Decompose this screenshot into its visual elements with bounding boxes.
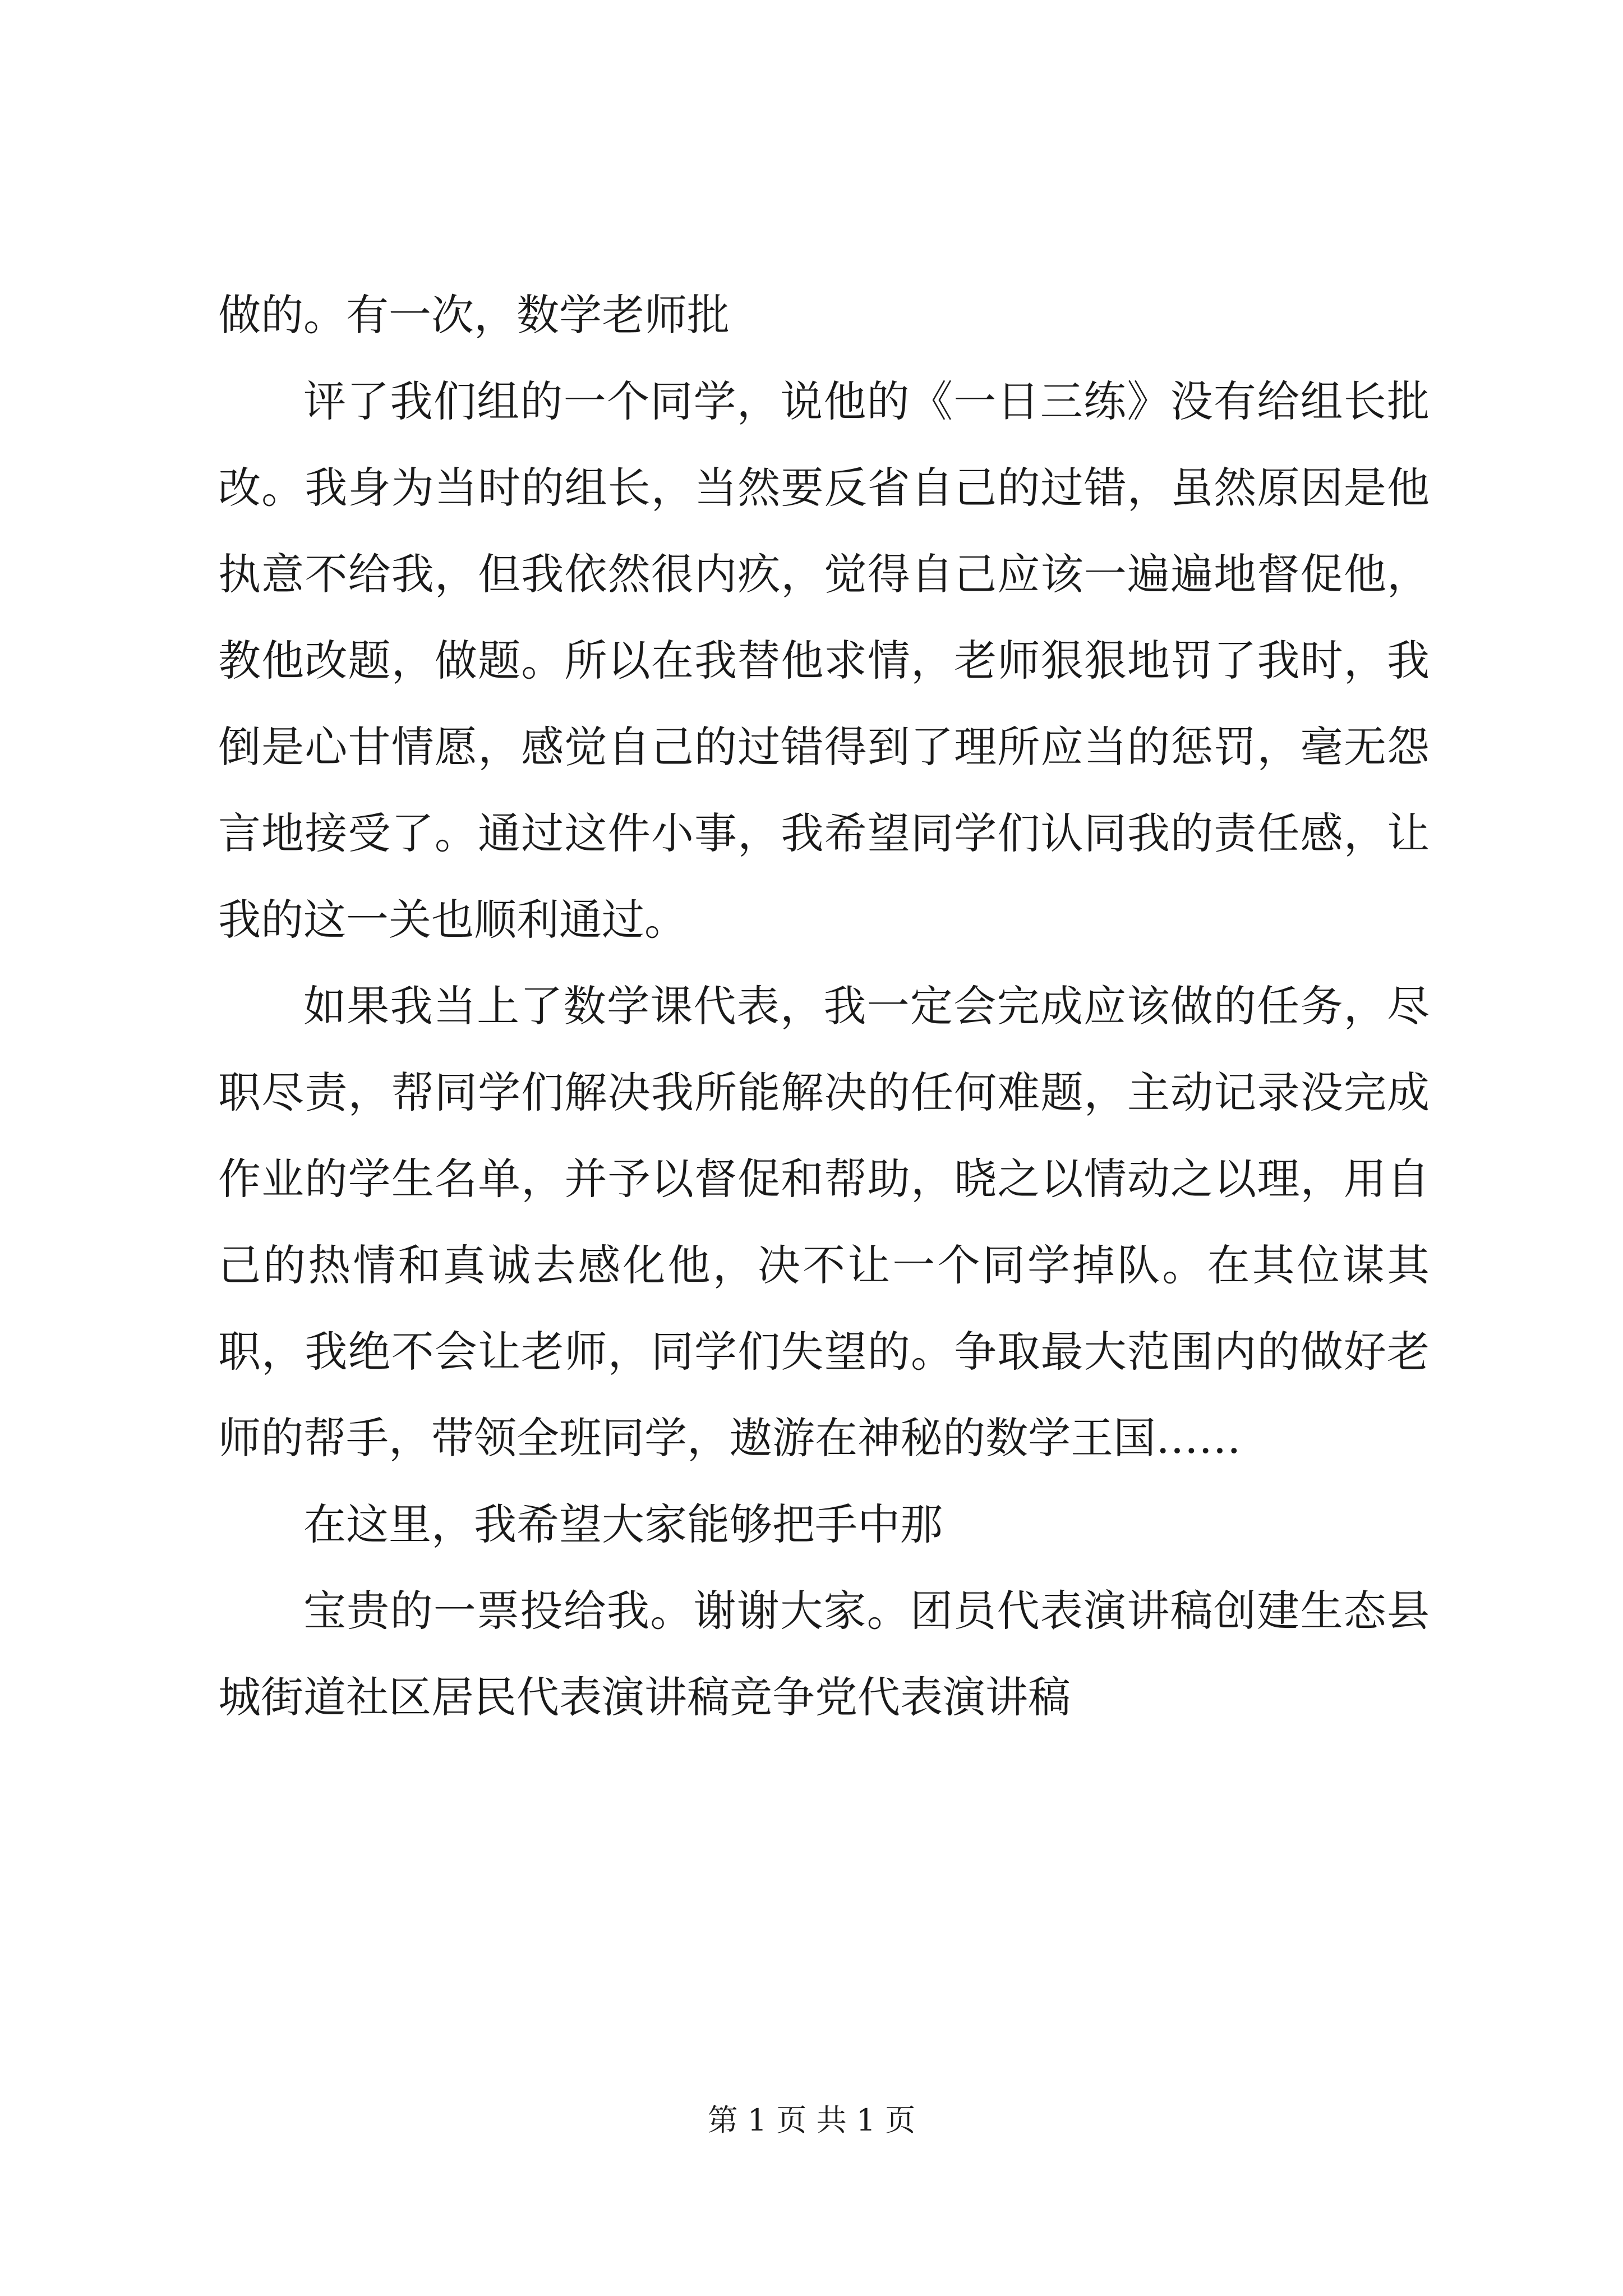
- paragraph-3: 如果我当上了数学课代表，我一定会完成应该做的任务，尽职尽责，帮同学们解决我所能解决的任何难题，主动记录没完成作业的学生名单，并予以督促和帮助，晓之以情动之以理，用自己的热情和真诚去感化他，决不让一个同学掉队。在其位谋其职，我绝不会让老师，同学们失望的。争取最大范围内的做好老师的帮手，带领全班同学，遨游在神秘的数学王国……: [218, 981, 1430, 1463]
- paragraph-5: 宝贵的一票投给我。谢谢大家。团员代表演讲稿创建生态县城街道社区居民代表演讲稿竞争党代表演讲稿: [218, 1586, 1430, 1722]
- paragraph-2: 评了我们组的一个同学，说他的《一日三练》没有给组长批改。我身为当时的组长，当然要反省自己的过错，虽然原因是他执意不给我，但我依然很内疚，觉得自己应该一遍遍地督促他，教他改题，做题。所以在我替他求情，老师狠狠地罚了我时，我倒是心甘情愿，感觉自己的过错得到了理所应当的惩罚，毫无怨言地接受了。通过这件小事，我希望同学们认同我的责任感，让我的这一关也顺利通过。: [218, 376, 1430, 945]
- paragraph-4: 在这里，我希望大家能够把手中那: [303, 1499, 943, 1549]
- document-body: [218, 272, 1430, 1741]
- page-footer: 第 1 页 共 1 页: [707, 2102, 916, 2138]
- paragraph-1: 做的。有一次，数学老师批: [218, 290, 730, 340]
